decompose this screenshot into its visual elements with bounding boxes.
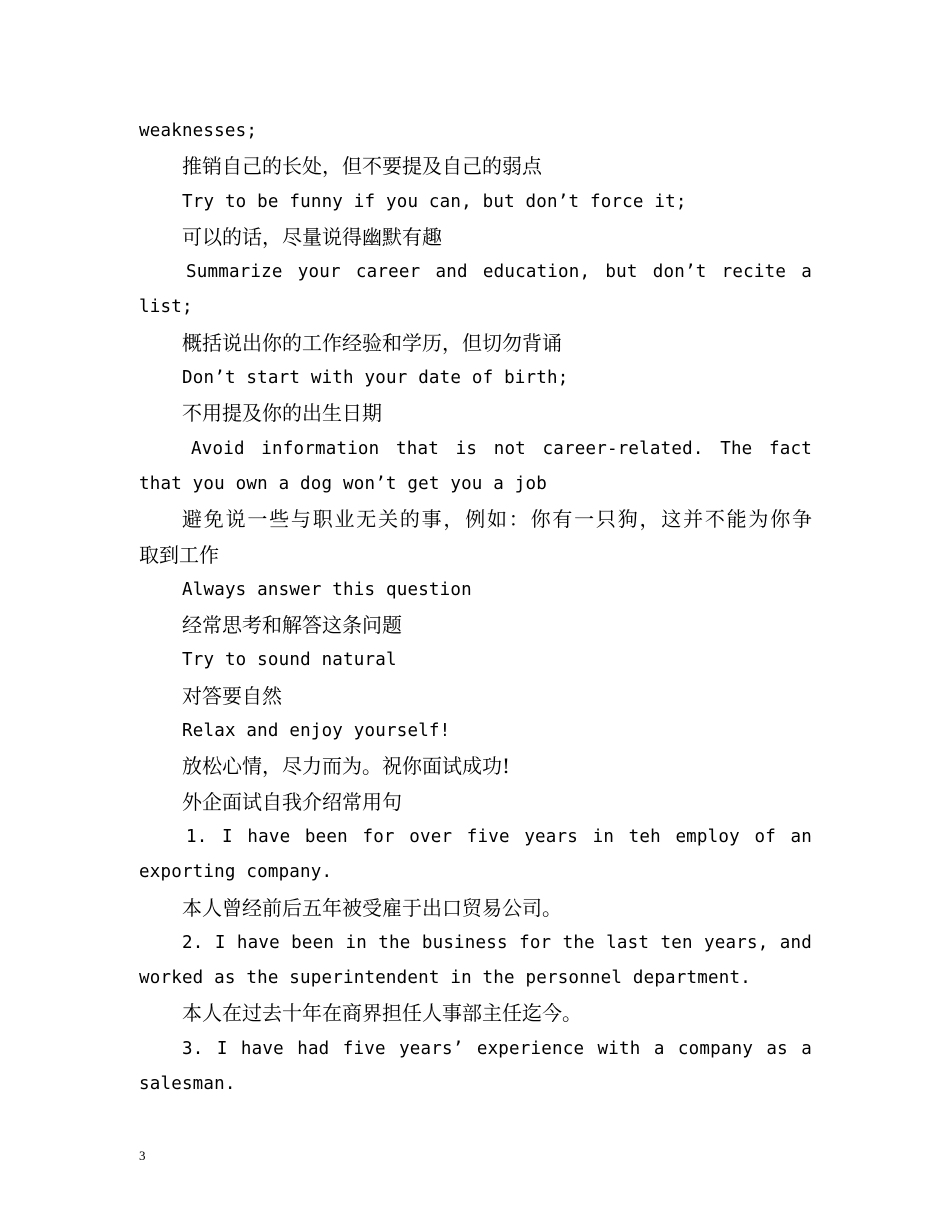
text-line: 对答要自然 [182,683,282,708]
text-line: salesman. [139,1074,236,1095]
text-line: 避免说一些与职业无关的事，例如：你有一只狗，这并不能为你争 [182,507,812,532]
text-line: 1. I have been for over five years in teh employ of an [186,826,812,847]
text-line: 取到工作 [139,542,219,567]
text-line: 经常思考和解答这条问题 [182,613,402,638]
text-line: Don’t start with your date of birth; [182,368,569,389]
text-line: Always answer this question [182,579,472,600]
text-line: 可以的话，尽量说得幽默有趣 [182,224,442,249]
text-line: Summarize your career and education, but don’t recite a [186,262,812,283]
text-line: 3. I have had five years’ experience with a company as a [182,1038,812,1059]
text-line: 外企面试自我介绍常用句 [182,789,402,814]
text-line: Try to be funny if you can, but don’t force it; [182,191,687,212]
text-line: Relax and enjoy yourself! [182,721,451,742]
text-line: exporting company. [139,862,333,883]
text-line: 推销自己的长处，但不要提及自己的弱点 [182,154,542,179]
text-line: that you own a dog won’t get you a job [139,473,547,494]
text-line: weaknesses; [139,121,258,141]
text-line: list; [139,297,193,318]
text-line: 本人曾经前后五年被受雇于出口贸易公司。 [182,895,562,920]
text-line: 放松心情，尽力而为。祝你面试成功! [182,754,511,779]
page-number: 3 [139,1148,146,1163]
text-line: 不用提及你的出生日期 [182,401,382,426]
text-line: Avoid information that is not career-related. The fact [191,438,812,459]
text-line: worked as the superintendent in the personnel department. [139,968,751,989]
text-line: 2. I have been in the business for the last ten years, and [182,932,812,953]
text-line: 概括说出你的工作经验和学历，但切勿背诵 [182,330,562,355]
text-line: 本人在过去十年在商界担任人事部主任迄今。 [182,1001,582,1026]
text-line: Try to sound natural [182,650,397,671]
document-body [139,114,812,1102]
